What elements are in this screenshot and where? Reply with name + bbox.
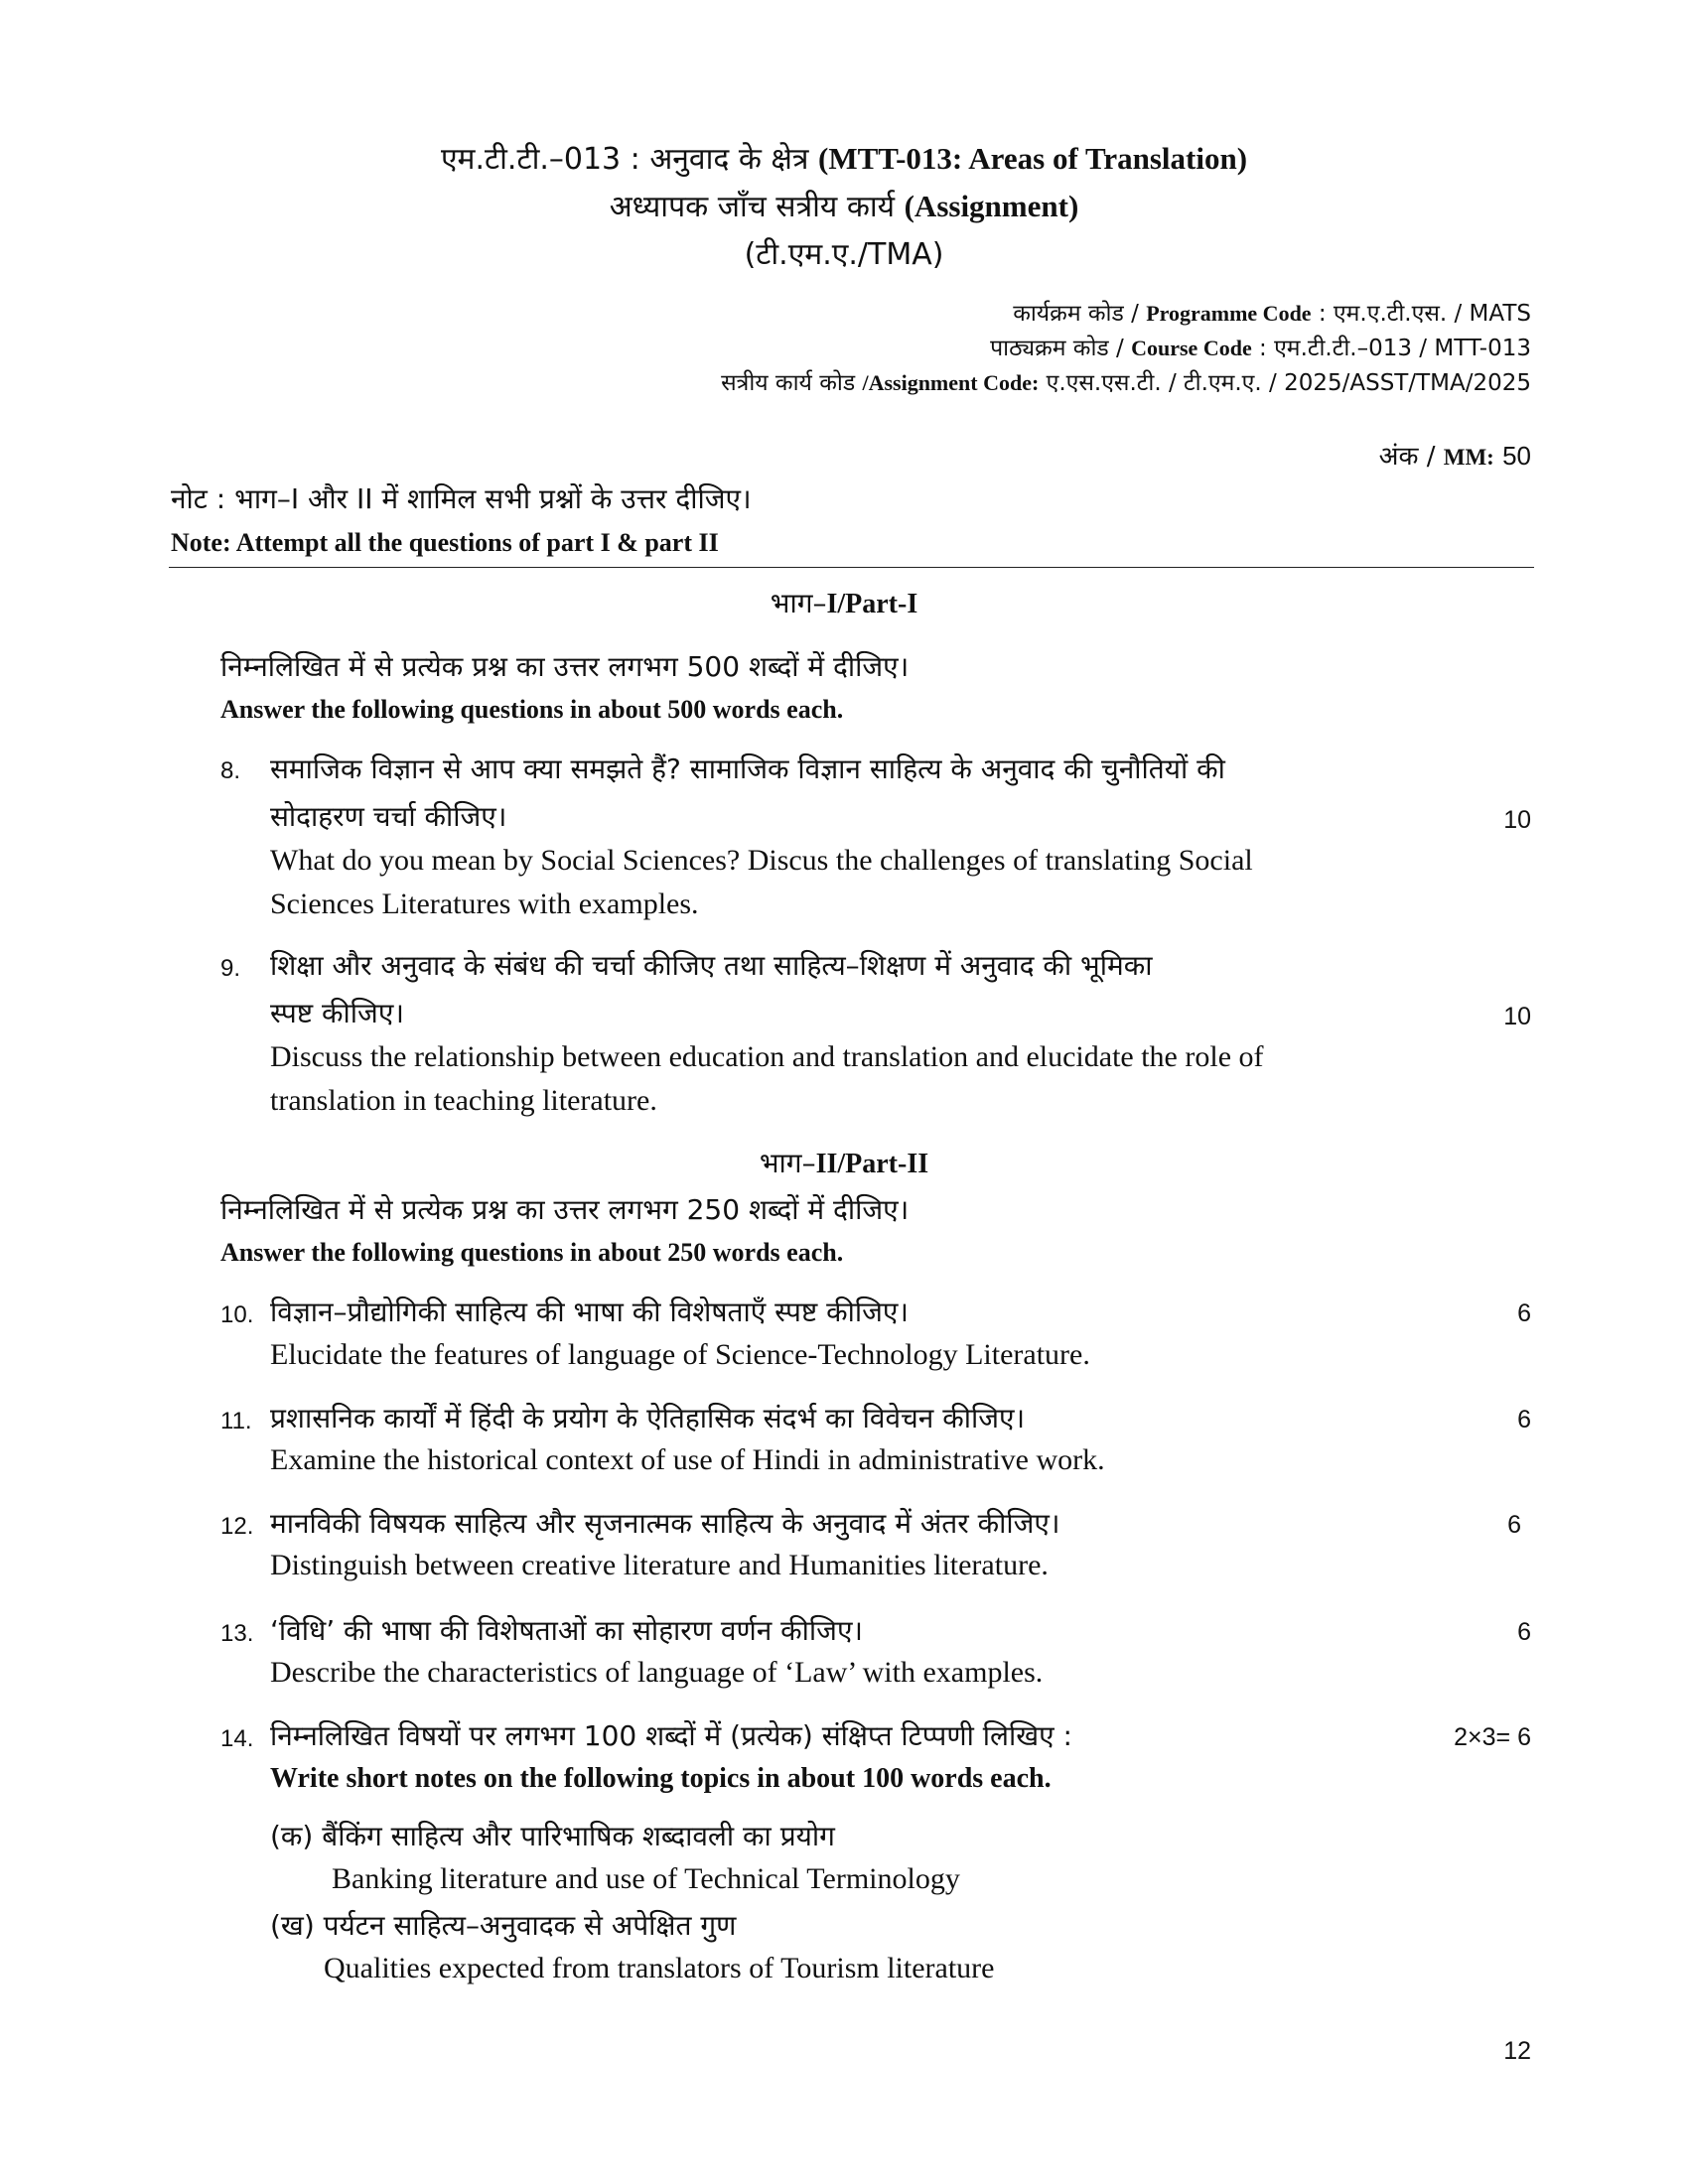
page-number: 12 <box>1503 2037 1531 2065</box>
question-number: 10. <box>220 1301 254 1328</box>
divider-line <box>169 567 1534 568</box>
question-text-english: translation in teaching literature. <box>270 1084 657 1117</box>
max-marks-label: MM: <box>1443 445 1494 470</box>
question-text-english: What do you mean by Social Sciences? Discus the challenges of translating Social <box>270 844 1253 877</box>
subpart-hindi: (क) बैंकिंग साहित्य और पारिभाषिक शब्दावली का प्रयोग <box>270 1820 835 1852</box>
maximum-marks <box>1379 437 1531 473</box>
question-text-english: Discuss the relationship between education and translation and elucidate the role of <box>270 1040 1264 1073</box>
programme-code-label: Programme Code <box>1146 301 1312 326</box>
question-number: 9. <box>220 955 241 982</box>
question-text-hindi: निम्नलिखित विषयों पर लगभग 100 शब्दों में (प्रत्येक) संक्षिप्त टिप्पणी लिखिए : <box>270 1719 1072 1752</box>
question-marks: 10 <box>1503 1003 1531 1030</box>
subpart-english: Banking literature and use of Technical Terminology <box>332 1862 960 1895</box>
question-text-english: Distinguish between creative literature and Humanities literature. <box>270 1549 1049 1581</box>
part-1-heading-hindi: भाग– <box>770 587 827 619</box>
programme-code-label-hindi: कार्यक्रम कोड / <box>1013 301 1139 327</box>
question-number: 14. <box>220 1725 254 1752</box>
question-marks: 6 <box>1507 1511 1521 1539</box>
part-2-instruction-english: Answer the following questions in about 250 words each. <box>220 1238 844 1267</box>
question-marks: 6 <box>1517 1299 1531 1327</box>
part-1-heading-english: I/Part-I <box>826 589 918 619</box>
subtitle-english: (Assignment) <box>904 189 1079 223</box>
question-marks: 10 <box>1503 806 1531 834</box>
max-marks-value: 50 <box>1502 441 1531 471</box>
programme-code-value: : एम.ए.टी.एस. / MATS <box>1318 301 1531 327</box>
part-2-heading-english: II/Part-II <box>815 1149 929 1179</box>
question-text-hindi: शिक्षा और अनुवाद के संबंध की चर्चा कीजिए तथा साहित्य–शिक्षण में अनुवाद की भूमिका <box>270 949 1153 982</box>
question-text-hindi: प्रशासनिक कार्यों में हिंदी के प्रयोग के ऐतिहासिक संदर्भ का विवेचन कीजिए। <box>270 1402 1026 1434</box>
question-text-english: Write short notes on the following topics in about 100 words each. <box>270 1763 1052 1794</box>
question-number: 13. <box>220 1620 254 1647</box>
part-1-instruction-english: Answer the following questions in about 500 words each. <box>220 695 844 724</box>
programme-code <box>1013 296 1531 328</box>
note-english: Note: Attempt all the questions of part I & part II <box>171 528 719 557</box>
question-text-hindi: मानविकी विषयक साहित्य और सृजनात्मक साहित्य के अनुवाद में अंतर कीजिए। <box>270 1507 1060 1540</box>
part-2-heading-hindi: भाग– <box>759 1147 816 1179</box>
assignment-code-value: ए.एस.एस.टी. / टी.एम.ए. / 2025/ASST/TMA/2025 <box>1046 370 1531 396</box>
question-marks: 2×3= 6 <box>1454 1723 1531 1751</box>
part-1-instruction-hindi: निम्नलिखित में से प्रत्येक प्रश्न का उत्तर लगभग 500 शब्दों में दीजिए। <box>220 650 910 683</box>
question-number: 11. <box>220 1408 252 1434</box>
part-1-heading <box>0 584 1688 621</box>
question-text-hindi: सोदाहरण चर्चा कीजिए। <box>270 800 507 833</box>
question-marks: 6 <box>1517 1406 1531 1433</box>
subpart-hindi: (ख) पर्यटन साहित्य–अनुवादक से अपेक्षित गुण <box>270 1909 737 1942</box>
part-2-instruction-hindi: निम्नलिखित में से प्रत्येक प्रश्न का उत्तर लगभग 250 शब्दों में दीजिए। <box>220 1193 910 1226</box>
question-text-english: Examine the historical context of use of Hindi in administrative work. <box>270 1443 1105 1476</box>
course-code-value: : एम.टी.टी.–013 / MTT-013 <box>1259 336 1531 361</box>
course-code <box>990 331 1531 362</box>
assignment-code-label-hindi: सत्रीय कार्य कोड <box>721 370 856 396</box>
title-english: (MTT-013: Areas of Translation) <box>818 141 1248 176</box>
tma-line: (टी.एम.ए./TMA) <box>744 237 944 272</box>
question-text-english: Sciences Literatures with examples. <box>270 887 699 920</box>
question-text-hindi: विज्ञान–प्रौद्योगिकी साहित्य की भाषा की विशेषताएँ स्पष्ट कीजिए। <box>270 1296 910 1328</box>
note-hindi: नोट : भाग–I और II में शामिल सभी प्रश्नों के उत्तर दीजिए। <box>171 482 752 515</box>
question-text-hindi: स्पष्ट कीजिए। <box>270 997 404 1029</box>
document-title <box>0 137 1688 178</box>
part-2-heading <box>0 1144 1688 1181</box>
question-number: 12. <box>220 1513 254 1540</box>
assignment-code-label: /Assignment Code: <box>862 370 1040 395</box>
subpart-english: Qualities expected from translators of Tourism literature <box>324 1952 995 1984</box>
document-subtitle <box>0 185 1688 225</box>
question-text-english: Describe the characteristics of language of ‘Law’ with examples. <box>270 1656 1044 1689</box>
subtitle-hindi: अध्यापक जाँच सत्रीय कार्य <box>609 190 896 224</box>
assignment-code <box>721 365 1531 397</box>
question-text-english: Elucidate the features of language of Science-Technology Literature. <box>270 1338 1090 1371</box>
question-text-hindi: समाजिक विज्ञान से आप क्या समझते हैं? सामाजिक विज्ञान साहित्य के अनुवाद की चुनौतियों की <box>270 752 1225 785</box>
question-number: 8. <box>220 757 241 784</box>
max-marks-label-hindi: अंक / <box>1378 442 1436 472</box>
course-code-label: Course Code <box>1131 336 1252 360</box>
title-hindi: एम.टी.टी.–013 : अनुवाद के क्षेत्र <box>440 142 809 177</box>
question-marks: 6 <box>1517 1618 1531 1646</box>
question-text-hindi: ‘विधि’ की भाषा की विशेषताओं का सोहारण वर्णन कीजिए। <box>270 1614 864 1647</box>
course-code-label-hindi: पाठ्यक्रम कोड / <box>990 336 1124 361</box>
